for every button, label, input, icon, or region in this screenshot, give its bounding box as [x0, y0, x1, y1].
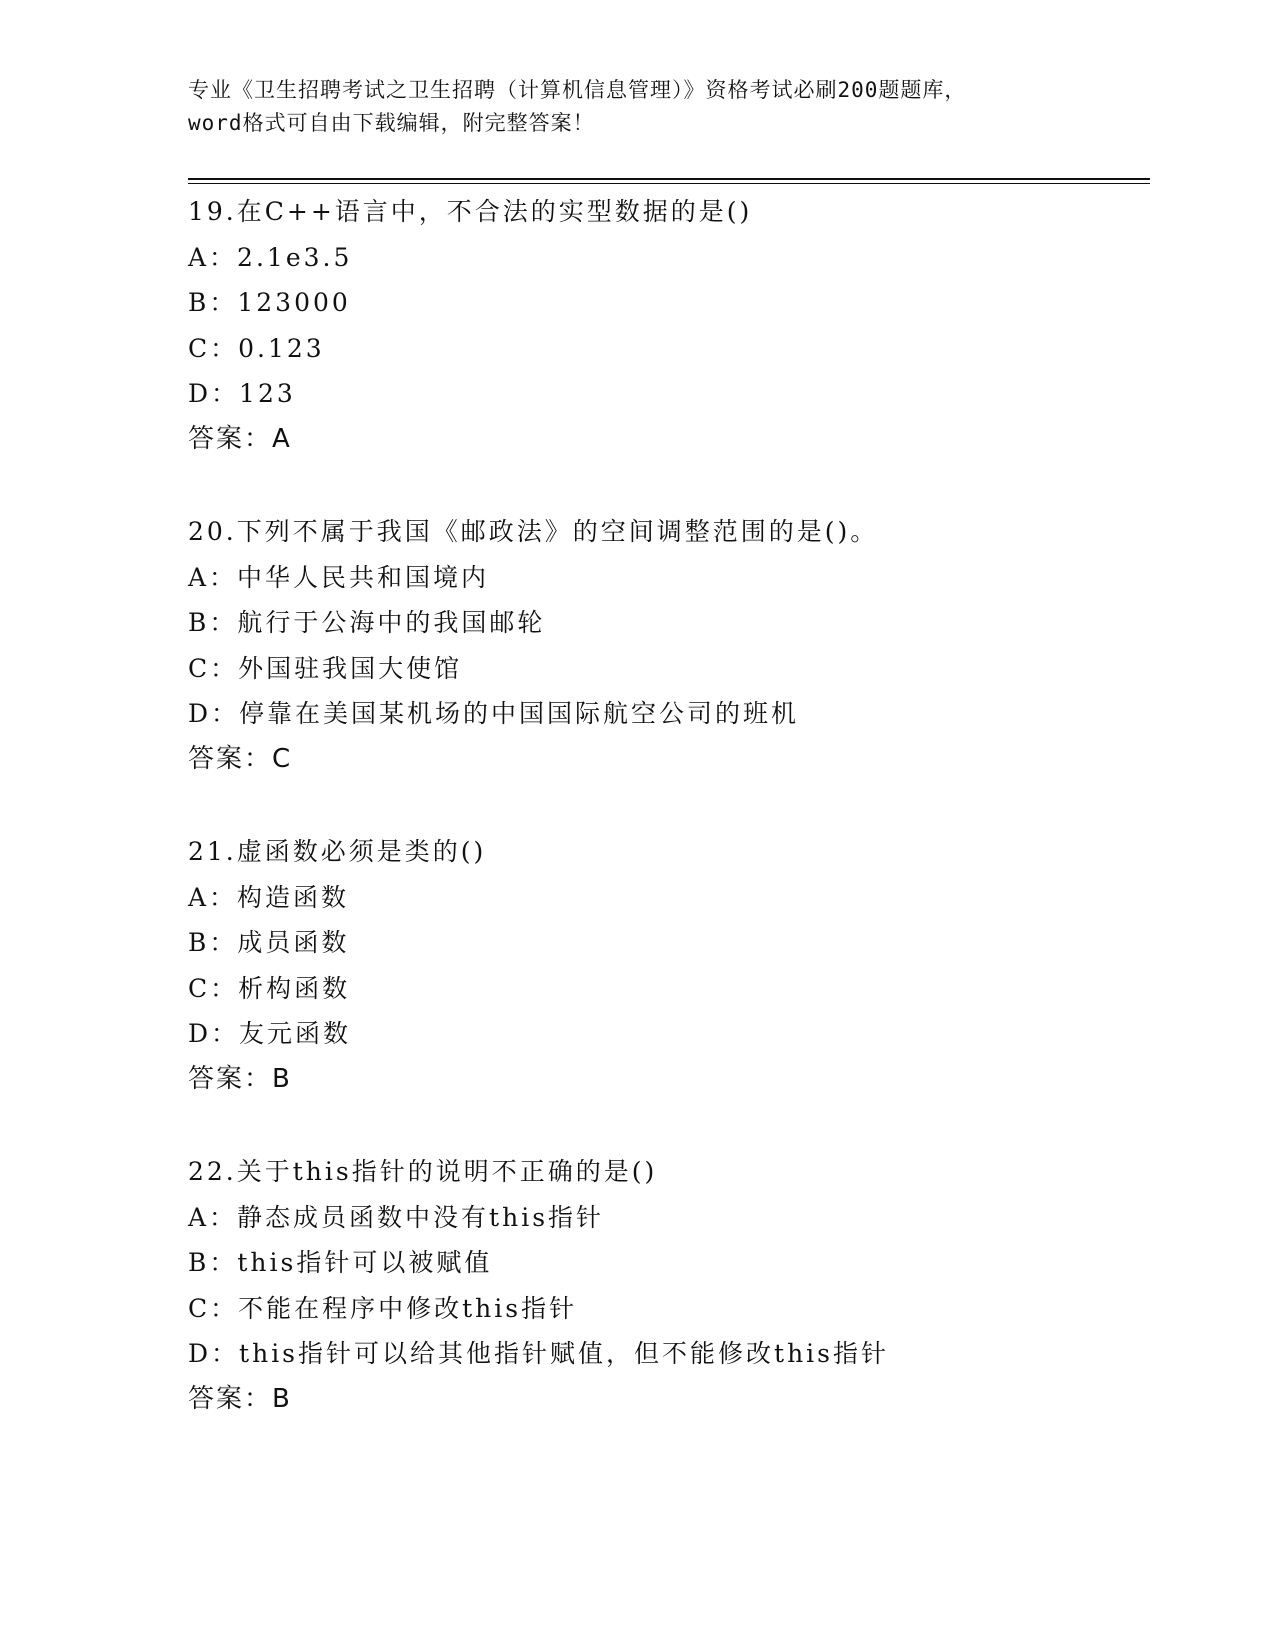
- answer-line: 答案：B: [188, 1383, 292, 1414]
- option-c: C：不能在程序中修改this指针: [188, 1293, 578, 1323]
- question-stem: 21.虚函数必须是类的(): [188, 837, 487, 866]
- option-c: C：0.123: [188, 333, 325, 363]
- question-stem: 20.下列不属于我国《邮政法》的空间调整范围的是()。: [188, 517, 879, 546]
- answer-line: 答案：C: [188, 743, 293, 774]
- question-list: [188, 189, 1148, 1469]
- question-stem: 19.在C++语言中，不合法的实型数据的是(): [188, 197, 753, 226]
- question-21: [188, 829, 1148, 1102]
- option-b: B：this指针可以被赋值: [188, 1248, 493, 1277]
- option-a: A：中华人民共和国境内: [188, 562, 490, 592]
- header-divider-thin: [188, 183, 1150, 184]
- option-b: B：航行于公海中的我国邮轮: [188, 608, 546, 637]
- question-stem: 22.关于this指针的说明不正确的是(): [188, 1157, 658, 1186]
- header-line-2: word格式可自由下载编辑，附完整答案！: [188, 111, 595, 135]
- option-a: A：2.1e3.5: [188, 242, 353, 272]
- question-19: [188, 189, 1148, 462]
- header-divider-thick: [188, 178, 1150, 180]
- option-a: A：静态成员函数中没有this指针: [188, 1202, 605, 1232]
- option-d: D：友元函数: [188, 1019, 352, 1048]
- option-c: C：析构函数: [188, 973, 351, 1003]
- option-d: D：123: [188, 379, 296, 408]
- question-22: [188, 1149, 1148, 1422]
- option-c: C：外国驻我国大使馆: [188, 653, 463, 683]
- header-line-1: 专业《卫生招聘考试之卫生招聘（计算机信息管理）》资格考试必刷200题题库，: [188, 78, 967, 102]
- option-a: A：构造函数: [188, 882, 350, 912]
- answer-line: 答案：A: [188, 423, 292, 454]
- answer-line: 答案：B: [188, 1063, 292, 1094]
- option-b: B：成员函数: [188, 928, 350, 957]
- question-20: [188, 509, 1148, 782]
- option-d: D：停靠在美国某机场的中国国际航空公司的班机: [188, 699, 800, 728]
- option-b: B：123000: [188, 288, 351, 317]
- document-header: [188, 74, 1148, 140]
- option-d: D：this指针可以给其他指针赋值，但不能修改this指针: [188, 1339, 889, 1368]
